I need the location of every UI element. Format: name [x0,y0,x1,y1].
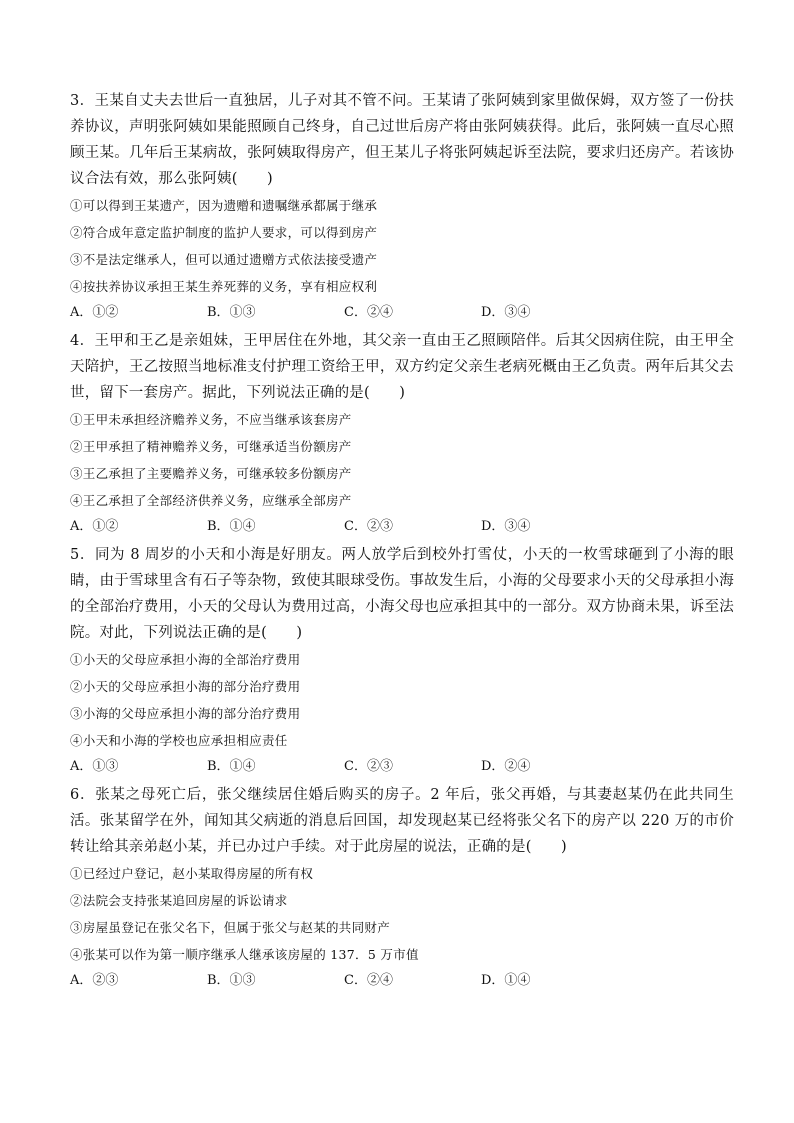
statement-option: ③王乙承担了主要赡养义务，可继承较多份额房产 [70,466,352,481]
choice-d: D．①④ [481,973,531,988]
statement-option: ④小天和小海的学校也应承担相应责任 [70,733,288,748]
choice-b: B．①④ [207,519,256,534]
question-3 [70,88,734,326]
statement-option: ③小海的父母应承担小海的部分治疗费用 [70,706,301,721]
choice-c: C．②④ [344,973,393,988]
answer-choices [70,968,734,994]
statement-option: ③房屋虽登记在张父名下，但属于张父与赵某的共同财产 [70,920,391,935]
question-4 [70,328,734,540]
choice-b: B．①③ [207,305,256,320]
statement-option: ②法院会支持张某追回房屋的诉讼请求 [70,893,288,908]
question-6 [70,782,734,994]
choice-c: C．②③ [344,759,393,774]
statement-option: ③不是法定继承人，但可以通过遗赠方式依法接受遗产 [70,252,378,267]
statement-option: ②符合成年意定监护制度的监护人要求，可以得到房产 [70,225,378,240]
answer-choices [70,514,734,540]
statement-option: ②小天的父母应承担小海的部分治疗费用 [70,679,301,694]
question-stem: 5．同为 8 周岁的小天和小海是好朋友。两人放学后到校外打雪仗，小天的一枚雪球砸到了小海的眼睛，由于雪球里含有石子等杂物，致使其眼球受伤。事故发生后，小海的父母要求小天的父母承担小海的全部治疗费用，小天的父母认为费用过高，小海父母也应承担其中的一部分。双方协商未果，诉至法院。对此，下列说法正确的是( ) [70,547,734,641]
question-stem: 4．王甲和王乙是亲姐妹，王甲居住在外地，其父亲一直由王乙照顾陪伴。后其父因病住院，由王甲全天陪护，王乙按照当地标准支付护理工资给王甲，双方约定父亲生老病死概由王乙负责。两年后其父去世，留下一套房产。据此，下列说法正确的是( ) [70,333,734,401]
statement-option: ④王乙承担了全部经济供养义务，应继承全部房产 [70,493,352,508]
choice-a: A．②③ [70,973,119,988]
statement-option: ②王甲承担了精神赡养义务，可继承适当份额房产 [70,439,352,454]
statement-option: ①可以得到王某遗产，因为遗赠和遗嘱继承都属于继承 [70,198,378,213]
question-stem: 3．王某自丈夫去世后一直独居，儿子对其不管不问。王某请了张阿姨到家里做保姆，双方签了一份扶养协议，声明张阿姨如果能照顾自己终身，自己过世后房产将由张阿姨获得。此后，张阿姨一直尽心照顾王某。几年后王某病故，张阿姨取得房产，但王某儿子将张阿姨起诉至法院，要求归还房产。若该协议合法有效，那么张阿姨( ) [70,93,734,187]
question-stem: 6．张某之母死亡后，张父继续居住婚后购买的房子。2 年后，张父再婚，与其妻赵某仍在此共同生活。张某留学在外，闻知其父病逝的消息后回国，却发现赵某已经将张父名下的房产以 220 万的市价转让给其亲弟赵小某，并已办过户手续。对于此房屋的说法，正确的是( ) [70,787,734,855]
statement-option: ①王甲未承担经济赡养义务，不应当继承该套房产 [70,412,352,427]
answer-choices [70,300,734,326]
choice-a: A．①② [70,305,119,320]
choice-a: A．①② [70,519,119,534]
choice-d: D．③④ [481,305,531,320]
choice-b: B．①④ [207,759,256,774]
exam-page [70,88,734,996]
answer-choices [70,754,734,780]
choice-b: B．①③ [207,973,256,988]
question-5 [70,542,734,780]
statement-option: ④按扶养协议承担王某生养死葬的义务，享有相应权利 [70,279,378,294]
choice-c: C．②④ [344,305,393,320]
statement-option: ①小天的父母应承担小海的全部治疗费用 [70,652,301,667]
choice-d: D．②④ [481,759,531,774]
choice-a: A．①③ [70,759,119,774]
statement-option: ④张某可以作为第一顺序继承人继承该房屋的 137．5 万市值 [70,947,419,962]
choice-d: D．③④ [481,519,531,534]
statement-option: ①已经过户登记，赵小某取得房屋的所有权 [70,866,314,881]
choice-c: C．②③ [344,519,393,534]
